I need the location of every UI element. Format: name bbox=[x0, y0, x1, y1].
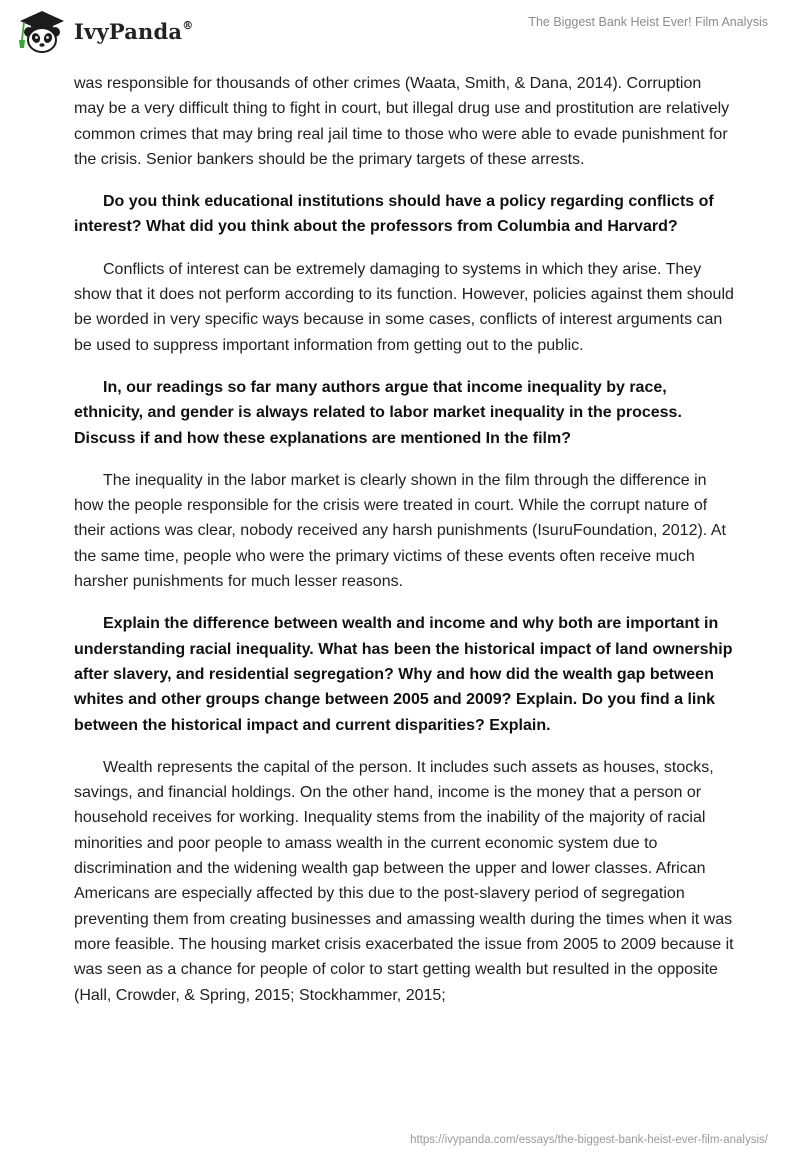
answer-paragraph: Wealth represents the capital of the person. It includes such assets as houses, stocks, savings, and financial holdings. On the other hand, income is the money that a person or household receives for working. Inequality stems from the inability of the majority of racial minorities and poor people to amass wealth in the current economic system due to discrimination and the widening wealth gap between the upper and lower classes. African Americans are especially affected by this due to the post-slavery period of segregation preventing them from creating businesses and amassing wealth during the times when it was more feasible. The housing market crisis exacerbated the issue from 2005 to 2009 because it was seen as a chance for people of color to start getting wealth but resulted in the opposite (Hall, Crowder, & Spring, 2015; Stockhammer, 2015; bbox=[74, 758, 734, 1004]
logo-wordmark bbox=[74, 19, 193, 44]
ivypanda-logo[interactable] bbox=[16, 8, 193, 54]
question-heading: Do you think educational institutions should have a policy regarding conflicts of interest? What did you think about the professors from Columbia and Harvard? bbox=[74, 193, 714, 236]
registered-mark: ® bbox=[182, 18, 194, 32]
question-heading: Explain the difference between wealth and income and why both are important in understanding racial inequality. What has been the historical impact of land ownership after slavery, and residential segregation? Why and how did the wealth gap between whites and other groups change between 2005 and 2009? Explain. Do you find a link between the historical impact and current disparities? Explain. bbox=[74, 615, 733, 734]
question-heading: In, our readings so far many authors argue that income inequality by race, ethnicity, and gender is always related to labor market inequality in the process. Discuss if and how these explanations are mentioned In the film? bbox=[74, 378, 682, 447]
source-url[interactable]: https://ivypanda.com/essays/the-biggest-bank-heist-ever-film-analysis/ bbox=[410, 1134, 768, 1146]
page-header bbox=[0, 0, 800, 60]
answer-paragraph: Conflicts of interest can be extremely damaging to systems in which they arise. They show that it does not perform according to its function. However, policies against them should be worded in very specific ways because in some cases, conflicts of interest arguments can be used to suppress important information from getting out to the public. bbox=[74, 260, 734, 354]
panda-graduate-logo-icon bbox=[16, 8, 68, 54]
answer-paragraph: The inequality in the labor market is clearly shown in the film through the difference in how the people responsible for the crisis were treated in court. While the corrupt nature of their actions was clear, nobody received any harsh punishments (IsuruFoundation, 2012). At the same time, people who were the primary victims of these events often receive much harsher punishments for much lesser reasons. bbox=[74, 471, 726, 591]
essay-body bbox=[74, 71, 734, 1025]
answer-paragraph: was responsible for thousands of other crimes (Waata, Smith, & Dana, 2014). Corruption may be a very difficult thing to fight in court, but illegal drug use and prostitution are relatively common crimes that may bring real jail time to those who were able to evade punishment for the crisis. Senior bankers should be the primary targets of these arrests. bbox=[74, 75, 730, 168]
logo-text: IvyPanda bbox=[74, 18, 183, 44]
document-title: The Biggest Bank Heist Ever! Film Analysis bbox=[528, 15, 768, 29]
